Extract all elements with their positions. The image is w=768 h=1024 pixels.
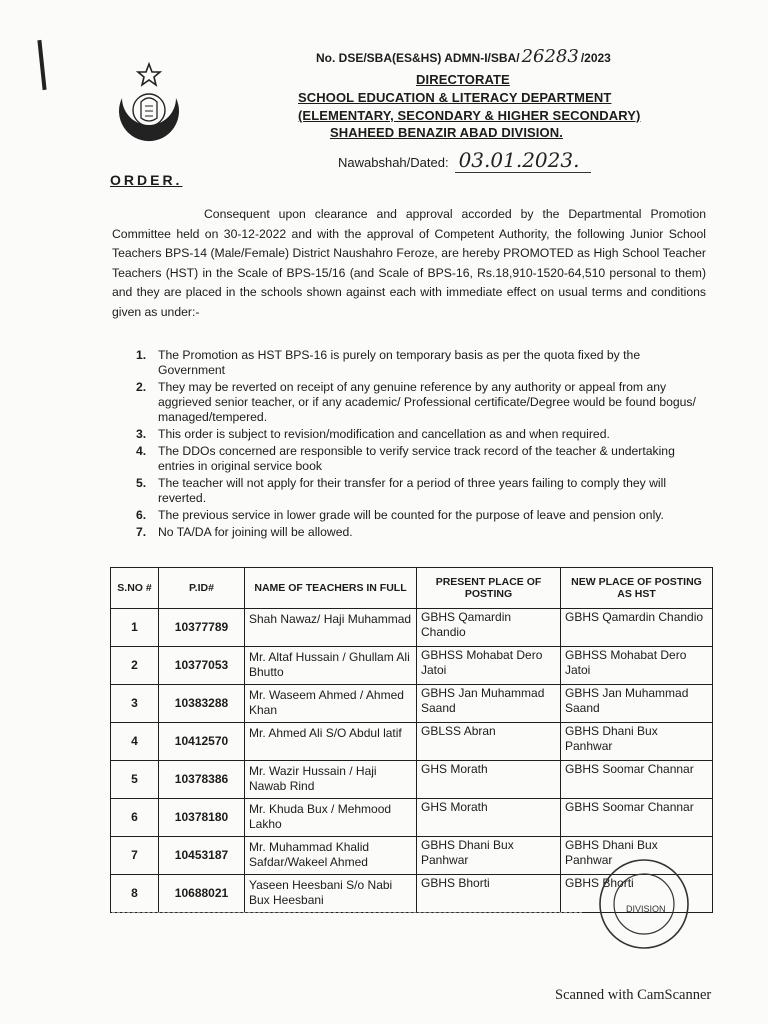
reference-number: No. DSE/SBA(ES&HS) ADMN-I/SBA/ 26283 /2023 bbox=[316, 46, 611, 67]
table-row: 5 10378386 Mr. Wazir Hussain / Haji Nawab Rind GHS Morath GBHS Soomar Channar bbox=[111, 761, 713, 799]
dated-line bbox=[338, 148, 591, 172]
government-emblem-icon bbox=[112, 62, 186, 142]
stamp-text: DIVISION bbox=[626, 904, 666, 914]
table-row: 1 10377789 Shah Nawaz/ Haji Muhammad GBHS Qamardin Chandio GBHS Qamardin Chandio bbox=[111, 609, 713, 647]
conditions-list bbox=[112, 348, 708, 542]
order-title: ORDER. bbox=[110, 172, 183, 188]
condition-item: 5. The teacher will not apply for their transfer for a period of three years failing to comply they will reverted. bbox=[136, 476, 667, 505]
dated-value: 03.01.2023. bbox=[455, 148, 592, 173]
header-department: SCHOOL EDUCATION & LITERACY DEPARTMENT bbox=[298, 90, 612, 105]
table-row: 3 10383288 Mr. Waseem Ahmed / Ahmed Khan GBHS Jan Muhammad Saand GBHS Jan Muhammad Saand bbox=[111, 685, 713, 723]
condition-item: 1. The Promotion as HST BPS-16 is purely on temporary basis as per the quota fixed by the Government bbox=[136, 348, 641, 377]
bottom-divider bbox=[112, 912, 582, 913]
header-directorate: DIRECTORATE bbox=[416, 72, 510, 87]
condition-item: 7. No TA/DA for joining will be allowed. bbox=[136, 525, 353, 539]
header-wing: (ELEMENTARY, SECONDARY & HIGHER SECONDARY) bbox=[298, 108, 641, 123]
condition-item: 4. The DDOs concerned are responsible to verify service track record of the teacher & undertaking entries in original service book bbox=[136, 444, 675, 473]
col-header-name: NAME OF TEACHERS IN FULL bbox=[245, 568, 417, 609]
table-header-row bbox=[111, 568, 713, 609]
condition-item: 3. This order is subject to revision/modification and cancellation as and when required. bbox=[136, 427, 610, 441]
table-row: 7 10453187 Mr. Muhammad Khalid Safdar/Wakeel Ahmed GBHS Dhani Bux Panhwar GBHS Dhani Bux Panhwar bbox=[111, 837, 713, 875]
col-header-pid: P.ID# bbox=[159, 568, 245, 609]
handwritten-mark bbox=[37, 40, 46, 90]
table-row: 8 10688021 Yaseen Heesbani S/o Nabi Bux Heesbani GBHS Bhorti GBHS Bhorti bbox=[111, 875, 713, 913]
order-body bbox=[112, 205, 706, 323]
condition-item: 2. They may be reverted on receipt of any genuine reference by any authority or appeal from any aggrieved senior teacher, or if any academic/ Professional certificate/Degree would be found bogus/ managed/tempered. bbox=[136, 380, 696, 424]
col-header-sno: S.NO # bbox=[111, 568, 159, 609]
col-header-present-posting: PRESENT PLACE OF POSTING bbox=[417, 568, 561, 609]
order-body-text: Consequent upon clearance and approval accorded by the Departmental Promotion Committee held on 30-12-2022 and with the approval of Competent Authority, the following Junior School Teachers BPS-14 (Male/Female) District Naushahro Feroze, are hereby PROMOTED as High School Teacher Teachers (HST) in the Scale of BPS-15/16 (and Scale of BPS-16, Rs.18,910-1520-64,510 personal to them) and they are placed in the schools shown against each with immediate effect on usual terms and conditions given as under:- bbox=[112, 207, 706, 319]
header-division: SHAHEED BENAZIR ABAD DIVISION. bbox=[330, 125, 563, 140]
col-header-new-posting: NEW PLACE OF POSTING AS HST bbox=[561, 568, 713, 609]
condition-item: 6. The previous service in lower grade will be counted for the purpose of leave and pension only. bbox=[136, 508, 664, 522]
table-row: 4 10412570 Mr. Ahmed Ali S/O Abdul latif GBLSS Abran GBHS Dhani Bux Panhwar bbox=[111, 723, 713, 761]
table-row: 2 10377053 Mr. Altaf Hussain / Ghullam Ali Bhutto GBHSS Mohabat Dero Jatoi GBHSS Mohabat Dero Jatoi bbox=[111, 647, 713, 685]
scanner-watermark: Scanned with CamScanner bbox=[555, 987, 712, 1003]
table-row: 6 10378180 Mr. Khuda Bux / Mehmood Lakho GHS Morath GBHS Soomar Channar bbox=[111, 799, 713, 837]
ref-handwritten-number: 26283 bbox=[521, 46, 579, 67]
dated-label: Nawabshah/Dated: bbox=[338, 155, 449, 170]
